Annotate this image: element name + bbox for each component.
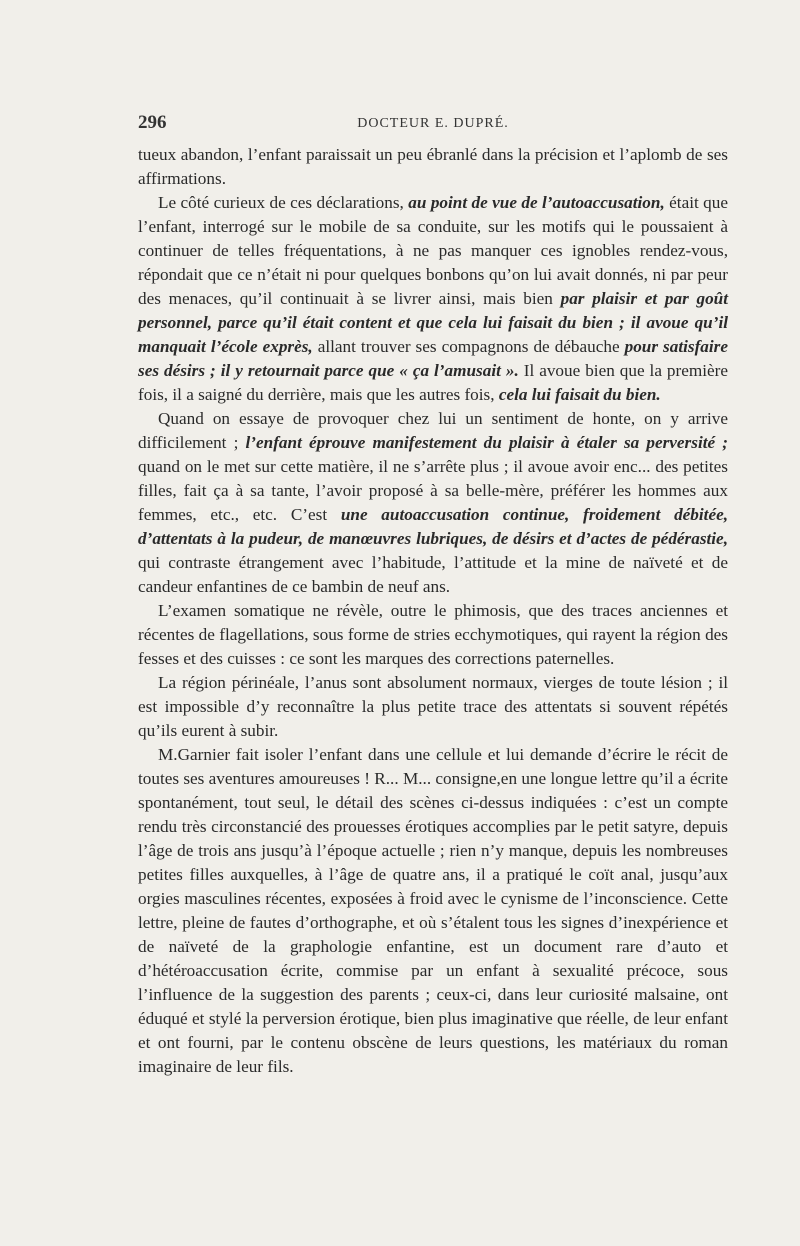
page-number: 296 [138,112,167,133]
paragraph-text: L’examen somatique ne révèle, outre le phimosis, que des traces anciennes et récentes de flagellations, sous forme de stries ecchymotiques, qui rayent la région des fesses et des cuisses : ce sont les marques des corrections paternelles. [138,601,728,668]
paragraph-1 [138,143,728,191]
paragraph-6 [138,743,728,1079]
paragraph-text: qui contraste étrangement avec l’habitude, l’attitude et la mine de naïveté et de candeur enfantines de ce bambin de neuf ans. [138,553,728,596]
paragraph-5 [138,671,728,743]
paragraph-3 [138,407,728,599]
paragraph-4 [138,599,728,671]
paragraph-text: quand on le met sur cette matière, il ne s’arrête plus ; il avoue avoir enc... des petites filles, fait ça à sa tante, l’avoir proposé à sa belle-mère, préférer les hommes aux femmes, etc., etc. C’est [138,457,728,524]
italic-phrase: une autoaccusation continue, froidement débitée, d’attentats à la pudeur, de manœuvres lubriques, de désirs et d’actes de pédérastie, [138,505,728,548]
running-head: DOCTEUR E. DUPRÉ. [357,116,509,131]
body-text [138,143,728,1079]
paragraph-text: Le côté curieux de ces déclarations, [158,193,409,212]
italic-phrase: cela lui faisait du bien. [498,385,661,404]
italic-phrase: au point de vue de l’autoaccusation, [408,193,665,212]
paragraph-text: La région périnéale, l’anus sont absolument normaux, vierges de toute lésion ; il est impossible d’y reconnaître la plus petite trace des attentats si souvent répétés qu’ils eurent à subir. [138,673,728,740]
italic-phrase: par plaisir et par goût personnel, parce qu’il était content et que cela lui faisait du bien ; il avoue qu’il manquait l’école exprès, [138,289,728,356]
page-header [138,112,728,136]
paragraph-text: M.Garnier fait isoler l’enfant dans une cellule et lui demande d’écrire le récit de toutes ses aventures amoureuses ! R... M... consigne,en une longue lettre qu’il a écrite spontanément, tout seul, le détail des scènes ci-dessus indiquées : c’est un compte rendu très circonstancié des prouesses érotiques accomplies par le petit satyre, depuis l’âge de trois ans jusqu’à l’époque actuelle ; rien n’y manque, depuis les nombreuses petites filles auxquelles, à l’âge de quatre ans, il a pratiqué le coït anal, jusqu’aux orgies masculines récentes, exposées à froid avec le cynisme de l’inconscience. Cette lettre, pleine de fautes d’orthographe, et où s’étalent tous les signes d’inexpérience et de naïveté de la graphologie enfantine, est un document rare d’auto et d’hétéroaccusation écrite, commise par un enfant à sexualité précoce, sous l’influence de la suggestion des parents ; ceux-ci, dans leur curiosité malsaine, ont éduqué et stylé la perversion érotique, bien plus imaginative que réelle, de leur enfant et ont fourni, par le contenu obscène de leurs questions, les matériaux du roman imaginaire de leur fils. [138,745,728,1076]
paragraph-text: Quand on essaye de provoquer chez lui un sentiment de honte, on y arrive difficilement ; [138,409,728,452]
paragraph-2 [138,191,728,407]
italic-phrase: l’enfant éprouve manifestement du plaisir à étaler sa perversité ; [245,433,728,452]
paragraph-text: était que l’enfant, interrogé sur le mobile de sa conduite, sur les motifs qui le poussaient à continuer de telles fréquentations, à ne pas manquer ces ignobles rendez-vous, répondait que ce n’était ni pour quelques bonbons qu’on lui avait donnés, ni par peur des menaces, qu’il continuait à se livrer ainsi, mais bien [138,193,728,308]
italic-phrase: pour satisfaire ses désirs ; il y retournait parce que « ça l’amusait ». [138,337,728,380]
paragraph-text: allant trouver ses compagnons de débauche [312,337,625,356]
paragraph-text: Il avoue bien que la première fois, il a saigné du derrière, mais que les autres fois, [138,361,729,404]
paragraph-text: tueux abandon, l’enfant paraissait un peu ébranlé dans la précision et l’aplomb de ses affirmations. [138,145,728,188]
